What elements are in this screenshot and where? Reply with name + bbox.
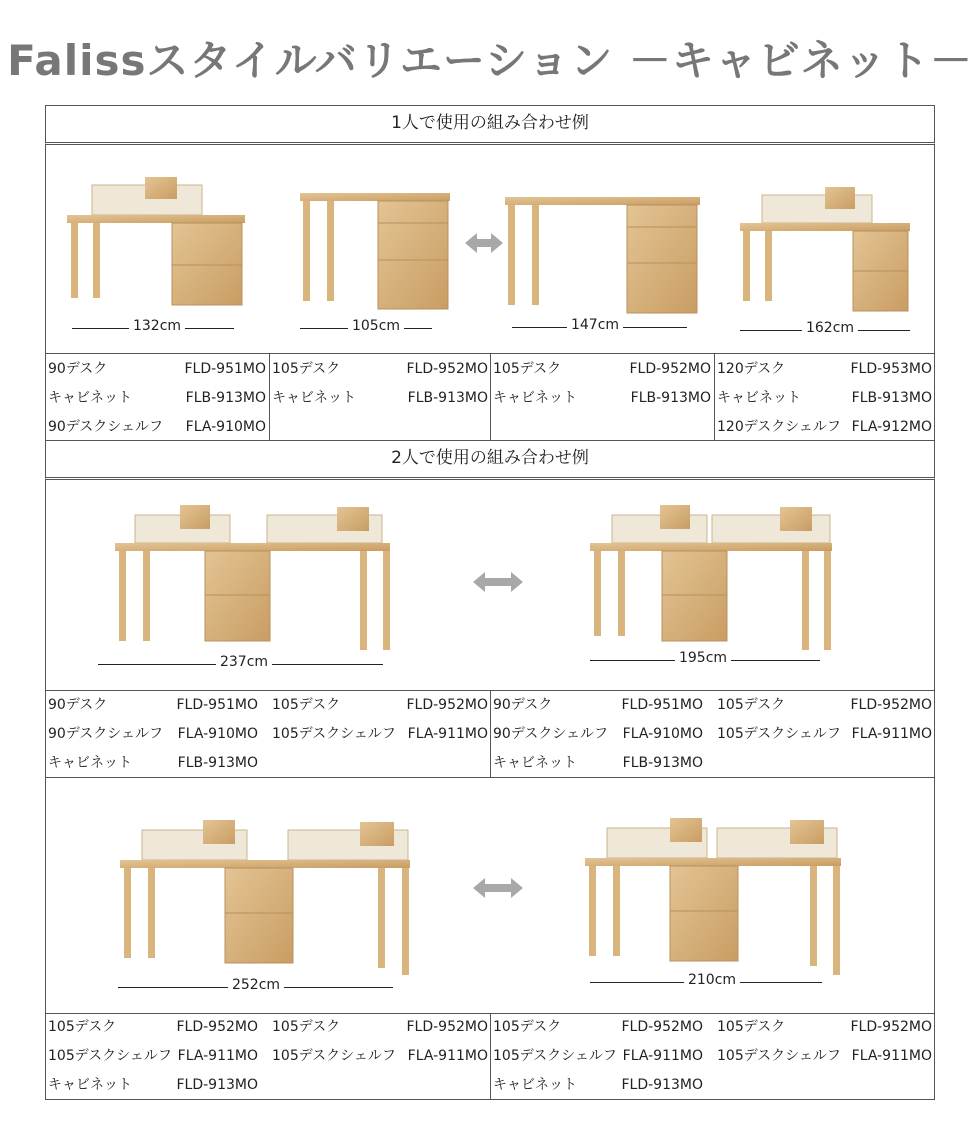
desk-photo-252 — [120, 820, 410, 975]
desk-photo-132 — [67, 177, 245, 305]
spec-a-col-2: 105デスク FLD-952MO 105デスクシェルフ FLA-911MO — [272, 697, 488, 742]
desk-photo-105 — [300, 193, 450, 309]
spec-a-col-1: 90デスク FLD-951MO 90デスクシェルフ FLA-910MO キャビネット FLB-913MO — [48, 697, 258, 771]
swap-arrow-icon — [465, 233, 503, 253]
spec-a-col-4: 105デスク FLD-952MO 105デスクシェルフ FLA-911MO — [717, 697, 932, 742]
desk-photo-147 — [505, 197, 700, 313]
spec-b-col-3: 105デスク FLD-952MO 105デスクシェルフ FLA-911MO キャビネット FLD-913MO — [493, 1019, 703, 1093]
swap-arrow-icon — [473, 878, 523, 898]
section-heading-double: 2人で使用の組み合わせ例 — [45, 440, 935, 480]
desk-photo-195 — [590, 505, 832, 650]
spec-col-3: 105デスク FLD-952MO キャビネット FLB-913MO — [493, 361, 711, 406]
double-desk-photos-a — [55, 490, 935, 650]
spec-b-col-2: 105デスク FLD-952MO 105デスクシェルフ FLA-911MO — [272, 1019, 488, 1064]
desk-photo-237 — [115, 505, 390, 650]
swap-arrow-icon — [473, 572, 523, 592]
spec-col-2: 105デスク FLD-952MO キャビネット FLB-913MO — [272, 361, 488, 406]
page-title: Falissスタイルバリエーション －キャビネット－ — [7, 36, 973, 85]
double-desk-photos-b — [55, 810, 935, 975]
spec-col-1: 90デスク FLD-951MO キャビネット FLB-913MO 90デスクシェルフ FLA-910MO — [48, 361, 266, 435]
spec-a-col-3: 90デスク FLD-951MO 90デスクシェルフ FLA-910MO キャビネット FLB-913MO — [493, 697, 703, 771]
desk-photo-210 — [585, 818, 841, 975]
desk-photo-162 — [740, 187, 910, 311]
spec-b-col-4: 105デスク FLD-952MO 105デスクシェルフ FLA-911MO — [717, 1019, 932, 1064]
spec-b-col-1: 105デスク FLD-952MO 105デスクシェルフ FLA-911MO キャビネット FLD-913MO — [48, 1019, 258, 1093]
spec-col-4: 120デスク FLD-953MO キャビネット FLB-913MO 120デスクシェルフ FLA-912MO — [717, 361, 932, 435]
section-heading-single: 1人で使用の組み合わせ例 — [45, 105, 935, 145]
